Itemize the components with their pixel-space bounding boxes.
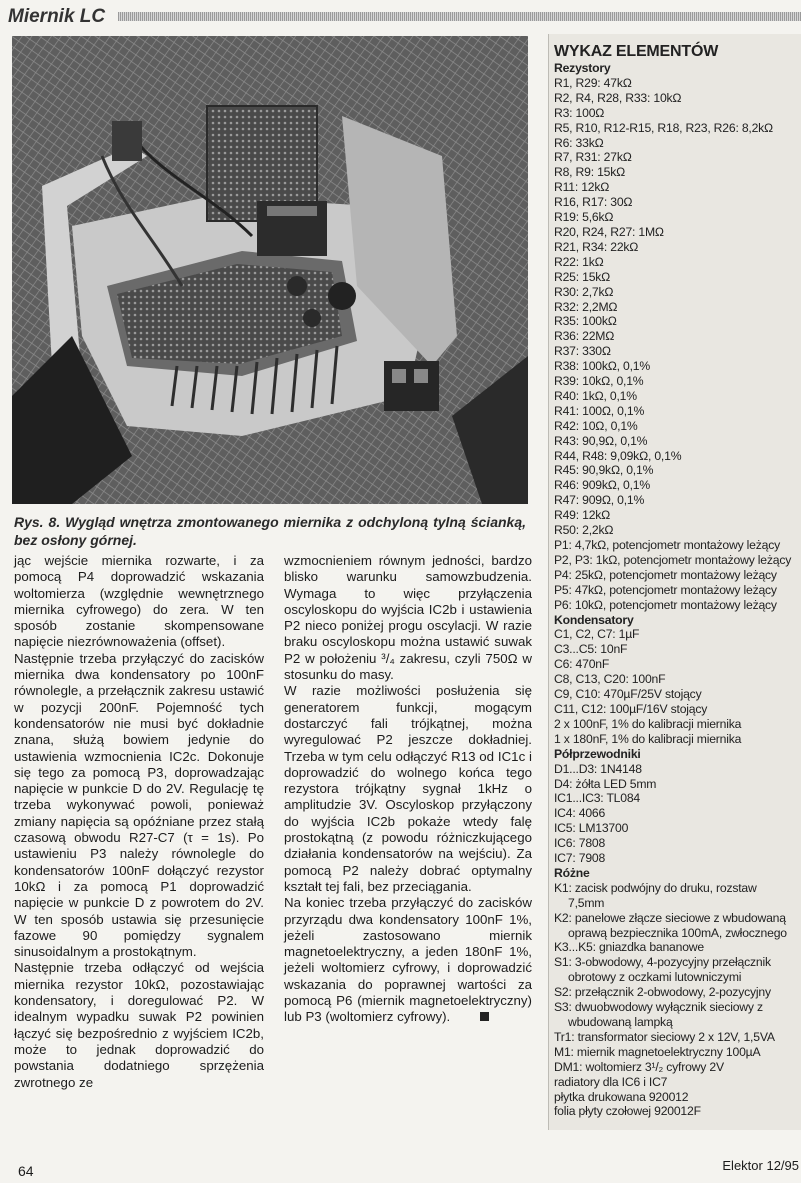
parts-list-item: Tr1: transformator sieciowy 2 x 12V, 1,5VA xyxy=(554,1029,775,1044)
parts-list-item: R43: 90,9Ω, 0,1% xyxy=(554,433,648,448)
parts-list-item: R7, R31: 27kΩ xyxy=(554,150,632,165)
article-column-middle xyxy=(284,553,532,1026)
parts-list-item: R41: 100Ω, 0,1% xyxy=(554,403,645,418)
parts-list-item: R37: 330Ω xyxy=(554,344,611,359)
parts-list-item: R42: 10Ω, 0,1% xyxy=(554,418,638,433)
parts-list-item: IC7: 7908 xyxy=(554,851,606,866)
parts-list-item: P2, P3: 1kΩ, potencjometr montażowy leżący xyxy=(554,552,792,567)
parts-list-item: K3...K5: gniazdka bananowe xyxy=(554,940,704,955)
parts-list xyxy=(554,42,794,1119)
parts-list-item: R46: 909kΩ, 0,1% xyxy=(554,478,651,493)
parts-list-item: K1: zacisk podwójny do druku, rozstaw 7,5mm xyxy=(554,880,757,910)
parts-section-heading: Różne xyxy=(554,865,590,880)
parts-list-item: P4: 25kΩ, potencjometr montażowy leżący xyxy=(554,567,777,582)
parts-list-item: R16, R17: 30Ω xyxy=(554,195,633,210)
paragraph: wzmocnieniem równym jedności, bardzo blisko warunku samowzbudzenia. Wymaga to więc przyłączenia oscyloskopu do wyjścia IC2b i ustawienia P2 nieco poniżej progu oscylacji. W razie braku oscyloskopu można ustawić suwak P2 w położeniu ³/₄ zakresu, czyli 750Ω w stosunku do masy. xyxy=(284,553,532,683)
parts-list-item: radiatory dla IC6 i IC7 xyxy=(554,1074,668,1089)
parts-list-item: folia płyty czołowej 920012F xyxy=(554,1104,701,1119)
paragraph: W razie możliwości posłużenia się generatorem funkcji, mogącym dostarczyć fali trójkątnej, można wyregulować P2 jeszcze dokładniej. Trzeba w tym celu odłączyć R13 od IC1c i doprowadzić do wolnego końca tego rezystora trójkątny sygnał 1kHz o amplitudzie 3V. Oscyloskop przyłączony do wyjścia IC2b pokaże wtedy falę prostokątną (z powodu różniczkującego działania kondensatorów na wejściu). Za pomocą P2 należy dobrać optymalny kształt tej fali, bez przeciągania. xyxy=(284,683,532,894)
journal-issue: Elektor 12/95 xyxy=(722,1158,799,1173)
parts-section-heading: Rezystory xyxy=(554,61,611,75)
parts-list-item: IC6: 7808 xyxy=(554,836,606,851)
parts-list-item: D4: żółta LED 5mm xyxy=(554,776,657,791)
parts-list-item: R36: 22MΩ xyxy=(554,329,615,344)
parts-list-item: R44, R48: 9,09kΩ, 0,1% xyxy=(554,448,682,463)
parts-list-item: C9, C10: 470µF/25V stojący xyxy=(554,687,702,702)
parts-list-item: R22: 1kΩ xyxy=(554,254,604,269)
parts-list-item: R30: 2,7kΩ xyxy=(554,284,614,299)
parts-list-item: K2: panelowe złącze sieciowe z wbudowaną oprawą bezpiecznika 100mA, zwłocznego xyxy=(554,910,787,940)
parts-list-item: IC5: LM13700 xyxy=(554,821,629,836)
header-rule xyxy=(118,12,801,21)
parts-list-item: R19: 5,6kΩ xyxy=(554,210,614,225)
parts-list-item: C8, C13, C20: 100nF xyxy=(554,672,666,687)
parts-list-item: R32: 2,2MΩ xyxy=(554,299,618,314)
parts-list-sections xyxy=(554,61,794,1119)
parts-list-item: R50: 2,2kΩ xyxy=(554,523,614,538)
parts-list-item: P1: 4,7kΩ, potencjometr montażowy leżący xyxy=(554,538,781,552)
parts-list-item: R1, R29: 47kΩ xyxy=(554,75,632,90)
parts-list-item: C3...C5: 10nF xyxy=(554,642,628,657)
parts-list-item: R20, R24, R27: 1MΩ xyxy=(554,224,664,239)
parts-list-item: R47: 909Ω, 0,1% xyxy=(554,493,645,508)
article-column-left xyxy=(14,553,264,1091)
parts-list-item: S3: dwuobwodowy wyłącznik sieciowy z wbudowaną lampką xyxy=(554,1000,763,1029)
parts-section-heading: Kondensatory xyxy=(554,612,634,627)
parts-list-item: P6: 10kΩ, potencjometr montażowy leżący xyxy=(554,597,777,612)
figure-caption: Rys. 8. Wygląd wnętrza zmontowanego miernika z odchyloną tylną ścianką, bez osłony górnej. xyxy=(14,514,526,548)
parts-list-item: C1, C2, C7: 1µF xyxy=(554,627,640,642)
parts-list-item: R40: 1kΩ, 0,1% xyxy=(554,388,637,403)
parts-list-item: R11: 12kΩ xyxy=(554,180,610,195)
parts-list-item: S2: przełącznik 2-obwodowy, 2-pozycyjny xyxy=(554,985,771,1000)
parts-list-item: IC1...IC3: TL084 xyxy=(554,791,640,806)
parts-list-item: R3: 100Ω xyxy=(554,105,605,120)
parts-list-item: R5, R10, R12-R15, R18, R23, R26: 8,2kΩ xyxy=(554,120,773,135)
parts-list-item: R25: 15kΩ xyxy=(554,269,611,284)
paragraph-text: Na koniec trzeba przyłączyć do zacisków przyrządu dwa kondensatory 100nF 1%, jeżeli zastosowano miernik magnetoelektryczny, a jeden 180nF 1%, jeżeli woltomierz cyfrowy, i doprowadzić wskazania do poprawnej wartości za pomocą P6 (miernik magnetoelektryczny) lub P3 (woltomierz cyfrowy). xyxy=(284,895,532,1025)
paragraph xyxy=(284,895,532,1025)
parts-list-item: IC4: 4066 xyxy=(554,806,606,821)
paragraph: jąc wejście miernika rozwarte, i za pomocą P4 doprowadzić wskazania woltomierza (względnie wewnętrznego miernika cyfrowego) do zera. W ten sposób zostanie skompensowane napięcie niezrównoważenia (offset). xyxy=(14,553,264,650)
device-photo xyxy=(12,36,528,504)
parts-list-item: P5: 47kΩ, potencjometr montażowy leżący xyxy=(554,582,777,597)
parts-list-item: R6: 33kΩ xyxy=(554,135,604,150)
parts-list-item: DM1: woltomierz 3¹/₂ cyfrowy 2V xyxy=(554,1059,724,1074)
parts-list-item: R35: 100kΩ xyxy=(554,314,617,329)
parts-list-item: R49: 12kΩ xyxy=(554,508,611,523)
parts-list-item: R39: 10kΩ, 0,1% xyxy=(554,374,644,389)
parts-list-item: M1: miernik magnetoelektryczny 100µA xyxy=(554,1044,761,1059)
parts-list-item: R45: 90,9kΩ, 0,1% xyxy=(554,463,654,478)
parts-list-item: R2, R4, R28, R33: 10kΩ xyxy=(554,90,682,105)
parts-list-item: 2 x 100nF, 1% do kalibracji miernika xyxy=(554,716,742,731)
page-number: 64 xyxy=(18,1163,34,1179)
parts-list-title: WYKAZ ELEMENTÓW xyxy=(554,43,719,60)
parts-list-item: D1...D3: 1N4148 xyxy=(554,761,642,776)
parts-list-item: C11, C12: 100µF/16V stojący xyxy=(554,701,708,716)
paragraph: Następnie trzeba przyłączyć do zacisków miernika dwa kondensatory po 100nF równolegle, a przełącznik zakresu ustawić w pozycji 200nF. Pojemność tych kondensatorów nie musi być dokładnie znana, służą bowiem jedynie do ustawienia wzmocnienia IC2c. Dokonuje się tego za pomocą P3, doprowadzając napięcie w punkcie D do 2V. Regulację tę trzeba wykonywać powoli, ponieważ zmiany napięcia są opóźniane przez stałą czasową obwodu R27-C7 (τ = 1s). Po ustawieniu P3 należy równolegle do kondensatorów 100nF dołączyć rezystor 10kΩ i za pomocą P1 doprowadzić napięcie w punkcie D z powrotem do 2V. W ten sposób ustawia się przesunięcie fazowe 90 pomiędzy sygnalem sinusoidalnym a prostokątnym. xyxy=(14,650,264,960)
parts-list-item: R8, R9: 15kΩ xyxy=(554,165,626,180)
parts-list-item: 1 x 180nF, 1% do kalibracji miernika xyxy=(554,731,742,746)
parts-list-item: S1: 3-obwodowy, 4-pozycyjny przełącznik obrotowy z oczkami lutowniczymi xyxy=(554,955,771,985)
parts-list-item: R21, R34: 22kΩ xyxy=(554,239,639,254)
parts-list-item: C6: 470nF xyxy=(554,657,610,672)
parts-list-item: R38: 100kΩ, 0,1% xyxy=(554,359,651,374)
parts-list-item: płytka drukowana 920012 xyxy=(554,1089,689,1104)
page-header-title: Miernik LC xyxy=(8,6,106,27)
parts-section-heading: Półprzewodniki xyxy=(554,746,641,761)
end-of-article-mark xyxy=(480,1012,489,1021)
paragraph: Następnie trzeba odłączyć od wejścia miernika rezystor 10kΩ, pozostawiając kondensatory, i doregulować P2. W idealnym wypadku suwak P2 powinien łączyć się bezpośrednio z wyjściem IC2b, może to jednak doprowadzić do powstania dodatniego sprzężenia zwrotnego ze xyxy=(14,960,264,1090)
